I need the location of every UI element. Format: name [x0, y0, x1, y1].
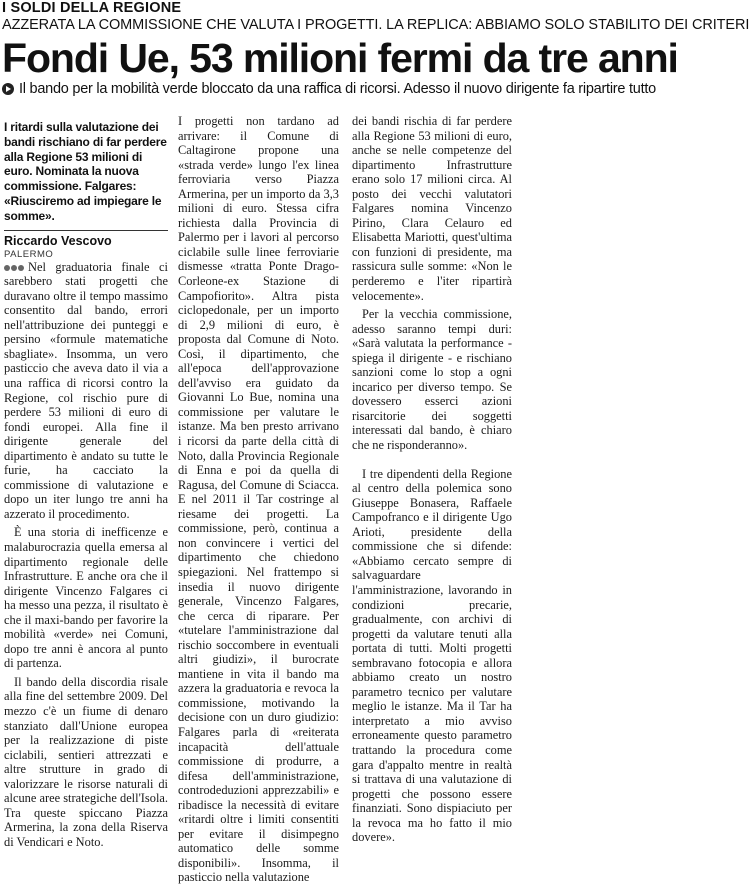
paragraph: Per la vecchia commissione, adesso saranno tempi duri: «Sarà valutata la performance - spiega il dirigente - e rischiano sanzioni come lo stop a ogni incarico per diverso tempo. Se dovessero esserci azioni risarcitorie dei soggetti interessati dal bando, è chiaro che ne risponderanno».	[352, 307, 512, 453]
column-2	[178, 114, 339, 885]
summary-box: I ritardi sulla valutazione dei bandi rischiano di far perdere alla Regione 53 milioni di euro. Nominata la nuova commissione. Falgares: «Riusciremo ad impiegare le somme».	[4, 120, 167, 223]
divider	[4, 230, 168, 231]
headline: Fondi Ue, 53 milioni fermi da tre anni	[2, 35, 678, 81]
bullet-dots-icon	[4, 265, 24, 271]
paragraph: I progetti non tardano ad arrivare: il Comune di Caltagirone propone una «strada verde» lungo l'ex linea ferroviaria verso Piazza Armerina, per un importo da 3,3 milioni di euro. Stessa cifra richiesta dalla Provincia di Palermo per i lavori al percorso ciclabile sulle linee ferroviarie dismesse «tratta Ponte Drago-Corleone-ex Stazione di Campofiorito». Altra pista ciclopedonale, per un importo di 2,9 milioni di euro, è proposta dal Comune di Noto. Così, il dipartimento, che all'epoca dell'approvazione dell'avviso era guidato da Giovanni Lo Bue, nomina una commissione per valutare le istanze. Ma ben presto arrivano i ricorsi da parte della città di Noto, dalla Provincia Regionale di Enna e poi da quella di Ragusa, del Comune di Sciacca. E nel 2011 il Tar costringe al riesame dei progetti. La commissione, però, continua a non convincere i vertici del dipartimento che chiedono spiegazioni. Nel frattempo si insedia il nuovo dirigente generale, Vincenzo Falgares, che cerca di riparare. Per «tutelare l'amministrazione dal rischio soccombere in eventuali altri giudizi», il burocrate mantiene in vita il bando ma azzera la graduatoria e revoca la commissione, motivando la decisione con un duro giudizio: Falgares parla di «reiterata incapacità dell'attuale commissione di produrre, a difesa dell'amministrazione, controdeduzioni apprezzabili» e ribadisce la necessità di evitare «ritardi oltre i limiti consentiti per evitare il disimpegno automatico delle somme disponibili». Insomma, il pasticcio nella valutazione	[178, 114, 339, 885]
paragraph: Nel graduatoria finale ci sarebbero stati progetti che duravano oltre il tempo massimo consentito dal bando, errori nell'attribuzione dei punteggi e persino «formule matematiche sbagliate». Insomma, un vero pasticcio che aveva dato il via a una raffica di ricorsi contro la Regione, col rischio pure di perdere 53 milioni di euro di fondi europei. Alla fine il dirigente generale del dipartimento è andato su tutte le furie, ha cacciato la commissione di valutazione e dopo un iter lungo tre anni ha azzerato il procedimento.	[4, 259, 168, 521]
paragraph: È una storia di inefficenze e malaburocrazia quella emersa al dipartimento regionale delle Infrastrutture. E anche ora che il dirigente Vincenzo Falgares ci ha messo una pezza, il risultato è che il maxi-bando per favorire la mobilità «verde» nei Comuni, dopo tre anni è ancora al punto di partenza.	[4, 525, 168, 671]
sub-kicker: AZZERATA LA COMMISSIONE CHE VALUTA I PROGETTI. LA REPLICA: ABBIAMO SOLO STABILITO DEI CRITERI	[2, 17, 749, 33]
paragraph: I tre dipendenti della Regione al centro della polemica sono Giuseppe Bonasera, Raffaele Campofranco e il dirigente Ugo Arioti, presidente della commissione che si difende: «Abbiamo cercato sempre di salvaguardare l'amministrazione, lavorando in condizioni precarie, gradualmente, con archivi di progetti da valutare tenuti alla portata di tutti. Molti progetti sembravano fotocopia e allora abbiamo creato un nostro parametro tecnico per valutare meglio le istanze. Ma il Tar ha interpretato a mio avviso erroneamente questo parametro trattando la procedura come gara d'appalto mentre in realtà si trattava di una valutazione di progetti che possono essere finanziati. Sono dispiaciuto per la revoca ma ho fatto il mio dovere».	[352, 466, 512, 845]
column-3	[352, 114, 512, 845]
paragraph: Il bando della discordia risale alla fine del settembre 2009. Del mezzo c'è un fiume di denaro stanziato dall'Unione europea per la realizzazione di piste ciclabili, sentieri attrezzati e altre strutture in grado di valorizzare le risorse naturali di alcune aree strategiche dell'Isola. Tra queste spiccano Piazza Armerina, la zona della Riserva di Vendicari e Noto.	[4, 674, 168, 849]
paragraph: dei bandi rischia di far perdere alla Regione 53 milioni di euro, anche se nelle competenze del dipartimento Infrastrutture erano solo 17 milioni circa. Al posto dei vecchi valutatori Falgares nomina Vincenzo Pirino, Clara Celauro ed Elisabetta Mariotti, quest'ultima con funzioni di presidente, ma rassicura sulle somme: «Non le perderemo e l'iter ripartirà velocemente».	[352, 114, 512, 303]
section-kicker: I SOLDI DELLA REGIONE	[2, 0, 182, 16]
article-header	[2, 0, 749, 98]
play-bullet-icon	[2, 83, 14, 95]
lede	[2, 80, 688, 98]
column-1	[4, 120, 168, 849]
lede-text: Il bando per la mobilità verde bloccato da una raffica di ricorsi. Adesso il nuovo dirigente fa ripartire tutto	[19, 81, 656, 97]
author-byline: Riccardo Vescovo	[4, 233, 112, 248]
dateline: PALERMO	[4, 248, 54, 260]
